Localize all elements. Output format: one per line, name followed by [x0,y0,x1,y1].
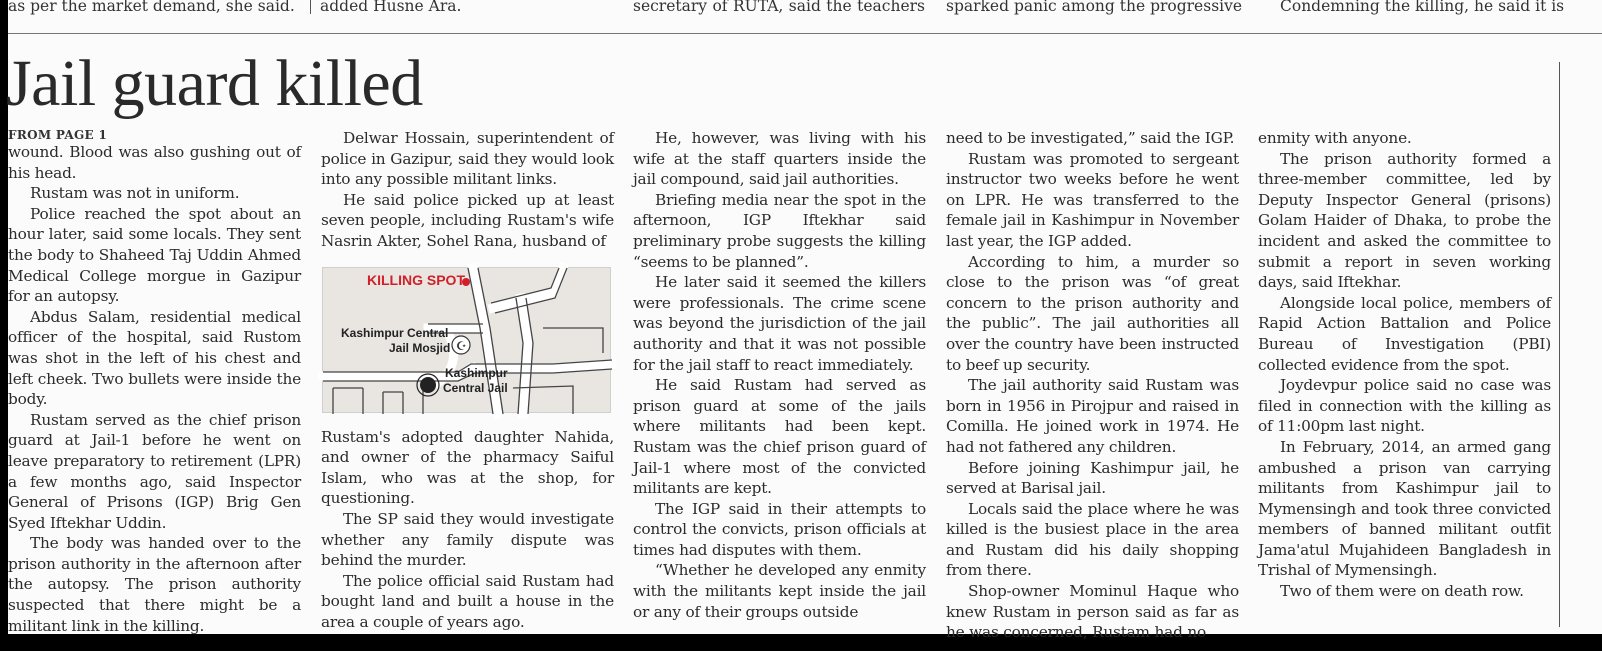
paragraph: He said Rustam had served as prison guard at some of the jails where militants had been kept. Rustam was the chief prison guard of Jail-1 where most of the convicted militants are kept. [633,376,926,498]
paragraph: In February, 2014, an armed gang ambushed a prison van carrying militants from Kashimpur jail to Mymensingh and took three convicted members of banned militant outfit Jama'atul Mujahideen Bangladesh in Trishal of Mymensingh. [1258,437,1551,580]
jail-marker [420,377,436,393]
column-divider [310,0,311,14]
article-column-5 [1258,128,1551,628]
paragraph: Rustam served as the chief prison guard at Jail-1 before he went on leave preparatory to retirement (LPR) a few months ago, said Inspector General of Prisons (IGP) Brig Gen Syed Iftekhar Uddin. [8,410,301,532]
paragraph: Shop-owner Mominul Haque who knew Rustam in person said as far as he was concerned, Rustam had no [946,582,1239,642]
paragraph: The body was handed over to the prison authority in the afternoon after the autopsy. The prison authority suspected that there might be a militant link in the killing. [8,534,301,635]
svg-text:☪: ☪ [456,338,467,353]
article-column-3 [633,128,926,628]
paragraph: “Whether he developed any enmity with the militants kept inside the jail or any of their groups outside [633,561,926,621]
from-page-kicker: FROM PAGE 1 [8,128,108,142]
killing-spot-label: KILLING SPOT [367,271,465,288]
paragraph: enmity with anyone. [1258,129,1412,147]
paragraph: The jail authority said Rustam was born in 1956 in Pirojpur and raised in Comilla. He joined work in 1974. He had not fathered any children. [946,376,1239,456]
paragraph: Abdus Salam, residential medical officer of the hospital, said Rustom was shot in the left of his chest and left cheek. Two bullets were inside the body. [8,307,301,409]
paragraph: wound. Blood was also gushing out of his head. [8,143,301,182]
paragraph: The SP said they would investigate whether any family dispute was behind the murder. [321,509,614,570]
paragraph: Rustam's adopted daughter Nahida, and owner of the pharmacy Saiful Islam, who was at the shop, for questioning. [321,427,614,508]
location-map [322,267,611,413]
top-strip-text: added Husne Ara. [320,0,462,15]
jail-label-line2: Central Jail [443,380,508,395]
paragraph: Briefing media near the spot in the afternoon, IGP Iftekhar said preliminary probe suggests the killing “seems to be planned”. [633,190,926,271]
paragraph: He said police picked up at least seven people, including Rustam's wife Nasrin Akter, Sohel Rana, husband of [321,190,614,250]
top-strip-text: Condemning the killing, he said it is [1280,0,1565,15]
paragraph: The prison authority formed a three-member committee, led by Deputy Inspector General (prisons) Golam Haider of Dhaka, to probe the incident and asked the committee to submit a report in seven working days, said Iftekhar. [1258,149,1551,292]
paragraph: Joydevpur police said no case was filed in connection with the killing as of 11:00pm last night. [1258,376,1551,436]
paragraph: According to him, a murder so close to the prison was “of great concern to the prison authority and the public”. The jail authorities all over the country have been instructed to beef up security. [946,252,1239,374]
paragraph: Rustam was promoted to sergeant instructor two weeks before he went on LPR. He was transferred to the female jail in Kashimpur in November last year, the IGP added. [946,149,1239,250]
mosque-label-line1: Kashimpur Central [341,325,449,340]
article-column-2 [321,128,614,631]
right-column-rule [1559,62,1560,627]
top-rule [8,33,1602,34]
top-strip-text: sparked panic among the progressive [946,0,1243,15]
paragraph: He later said it seemed the killers were professionals. The crime scene was beyond the jurisdiction of the jail authority and that it was not possible for the jail staff to react immediately. [633,273,926,374]
paragraph: Rustam was not in uniform. [30,184,240,203]
newspaper-page [6,0,1602,642]
paragraph: Alongside local police, members of Rapid Action Battalion and Police Bureau of Investigation (PBI) collected evidence from the spot. [1258,293,1551,374]
paragraph: Locals said the place where he was killed is the busiest place in the area and Rustam did his daily shopping from there. [946,499,1239,580]
top-strip-text: secretary of RUTA, said the teachers [633,0,925,15]
paragraph: The IGP said in their attempts to control the convicts, prison officials at times had disputes with them. [633,499,926,559]
paragraph: need to be investigated,” said the IGP. [946,129,1235,147]
headline: Jail guard killed [6,47,423,120]
jail-label-line1: Kashimpur [445,365,508,380]
paragraph: The police official said Rustam had bought land and built a house in the area a couple of years ago. [321,571,614,631]
paragraph: Before joining Kashimpur jail, he served at Barisal jail. [946,458,1239,498]
paragraph: Police reached the spot about an hour later, said some locals. They sent the body to Shaheed Taj Uddin Ahmed Medical College morgue in Gazipur for an autopsy. [8,204,301,306]
paragraph: Delwar Hossain, superintendent of police in Gazipur, said they would look into any possible militant links. [321,129,614,189]
top-strip-text: as per the market demand, she said. [8,0,295,15]
mosque-label-line2: Jail Mosjid [389,340,451,355]
article-column-1 [8,128,301,635]
paragraph: He, however, was living with his wife at the staff quarters inside the jail compound, said jail authorities. [633,129,926,189]
paragraph: Two of them were on death row. [1280,582,1524,601]
article-column-4 [946,128,1239,642]
